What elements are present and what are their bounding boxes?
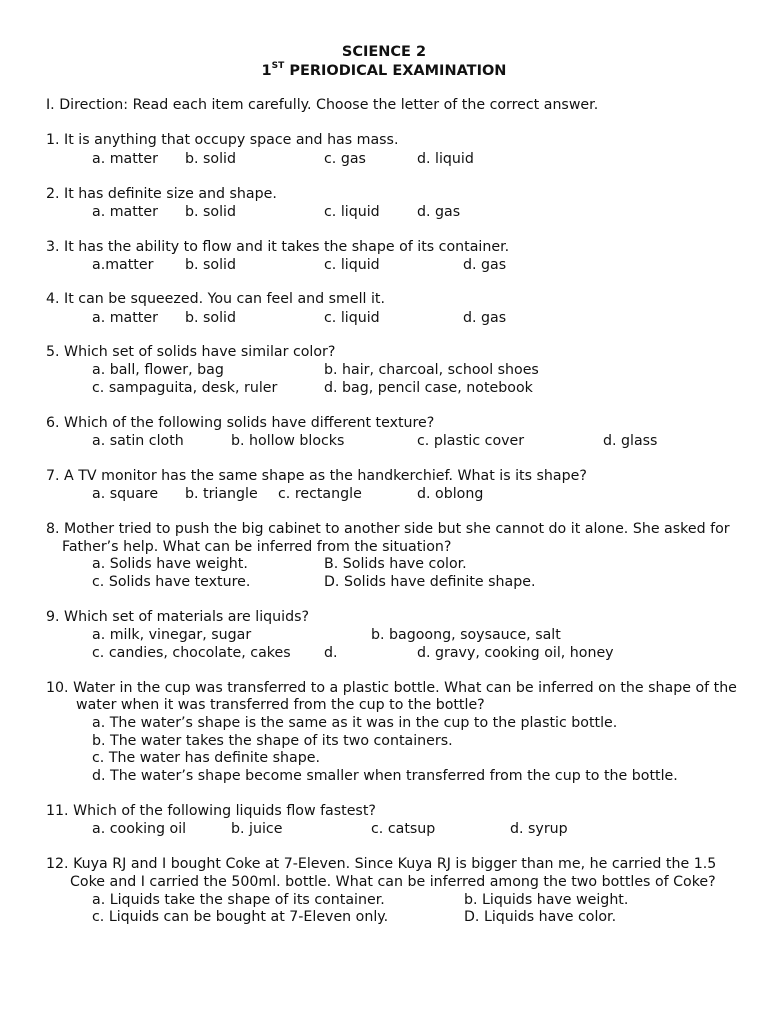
option-c: c. rectangle xyxy=(278,486,362,502)
option-b: b. solid xyxy=(185,257,236,273)
option-a: a. matter xyxy=(92,310,158,326)
ordinal-number: 1 xyxy=(261,63,272,79)
option-c: c. gas xyxy=(324,151,366,167)
option-a: a. cooking oil xyxy=(92,821,187,837)
question-stem: 1. It is anything that occupy space and has mass. xyxy=(46,132,399,148)
option-d: d. syrup xyxy=(510,821,568,837)
option-b: b. hair, charcoal, school shoes xyxy=(324,362,539,378)
option-a: a. milk, vinegar, sugar xyxy=(92,627,252,643)
option-c: c. liquid xyxy=(324,204,380,220)
option-b: b. solid xyxy=(185,151,236,167)
option-b: b. triangle xyxy=(185,486,258,502)
option-a: a. satin cloth xyxy=(92,433,184,449)
option-d: d. glass xyxy=(603,433,658,449)
question-stem: 7. A TV monitor has the same shape as the handkerchief. What is its shape? xyxy=(46,468,587,484)
question-stem: 5. Which set of solids have similar color? xyxy=(46,344,336,360)
question-stem: 10. Water in the cup was transferred to a plastic bottle. What can be inferred on the shape of the xyxy=(46,680,737,696)
option-d-stray: d. xyxy=(324,645,338,661)
option-d: D. Solids have definite shape. xyxy=(324,574,536,590)
question-stem-continued: Father’s help. What can be inferred from the situation? xyxy=(62,539,452,555)
question-stem: 9. Which set of materials are liquids? xyxy=(46,609,310,625)
option-b: b. solid xyxy=(185,204,236,220)
option-d: d. oblong xyxy=(417,486,484,502)
option-a: a. ball, flower, bag xyxy=(92,362,224,378)
option-b: b. juice xyxy=(231,821,283,837)
option-b: B. Solids have color. xyxy=(324,556,467,572)
option-a: a. matter xyxy=(92,151,158,167)
option-b: b. The water takes the shape of its two containers. xyxy=(92,733,453,749)
question-stem: 6. Which of the following solids have different texture? xyxy=(46,415,435,431)
question-stem: 8. Mother tried to push the big cabinet to another side but she cannot do it alone. She asked for xyxy=(46,521,730,537)
exam-subject-title: SCIENCE 2 xyxy=(341,44,427,60)
option-c: c. plastic cover xyxy=(417,433,525,449)
option-c: c. candies, chocolate, cakes xyxy=(92,645,291,661)
option-b: b. hollow blocks xyxy=(231,433,345,449)
direction-text: I. Direction: Read each item carefully. Choose the letter of the correct answer. xyxy=(46,97,599,113)
option-c: c. sampaguita, desk, ruler xyxy=(92,380,278,396)
option-a: a. matter xyxy=(92,204,158,220)
option-c: c. The water has definite shape. xyxy=(92,750,320,766)
option-a: a. square xyxy=(92,486,159,502)
exam-type-title xyxy=(0,62,768,80)
option-d: d. bag, pencil case, notebook xyxy=(324,380,533,396)
option-b: b. solid xyxy=(185,310,236,326)
question-stem: 12. Kuya RJ and I bought Coke at 7-Eleven. Since Kuya RJ is bigger than me, he carried the 1.5 xyxy=(46,856,717,872)
option-d: d. gas xyxy=(463,257,507,273)
option-d: d. gravy, cooking oil, honey xyxy=(417,645,614,661)
option-c: c. liquid xyxy=(324,257,380,273)
exam-type-text: PERIODICAL EXAMINATION xyxy=(284,63,507,79)
option-a: a. The water’s shape is the same as it was in the cup to the plastic bottle. xyxy=(92,715,618,731)
option-c: c. liquid xyxy=(324,310,380,326)
option-c: c. Solids have texture. xyxy=(92,574,251,590)
question-stem: 3. It has the ability to flow and it takes the shape of its container. xyxy=(46,239,510,255)
option-c: c. catsup xyxy=(371,821,436,837)
option-d: d. gas xyxy=(417,204,461,220)
question-stem: 11. Which of the following liquids flow fastest? xyxy=(46,803,376,819)
option-d: d. liquid xyxy=(417,151,474,167)
option-b: b. bagoong, soysauce, salt xyxy=(371,627,561,643)
option-a: a.matter xyxy=(92,257,154,273)
question-stem-continued: Coke and I carried the 500ml. bottle. What can be inferred among the two bottles of Coke? xyxy=(70,874,716,890)
option-c: c. Liquids can be bought at 7-Eleven only. xyxy=(92,909,389,925)
ordinal-suffix: ST xyxy=(271,61,285,72)
question-stem: 4. It can be squeezed. You can feel and smell it. xyxy=(46,291,386,307)
question-stem-continued: water when it was transferred from the cup to the bottle? xyxy=(76,697,485,713)
option-a: a. Liquids take the shape of its container. xyxy=(92,892,385,908)
option-d: d. The water’s shape become smaller when transferred from the cup to the bottle. xyxy=(92,768,678,784)
option-a: a. Solids have weight. xyxy=(92,556,248,572)
option-d: d. gas xyxy=(463,310,507,326)
option-d: D. Liquids have color. xyxy=(464,909,617,925)
question-stem: 2. It has definite size and shape. xyxy=(46,186,277,202)
option-b: b. Liquids have weight. xyxy=(464,892,629,908)
